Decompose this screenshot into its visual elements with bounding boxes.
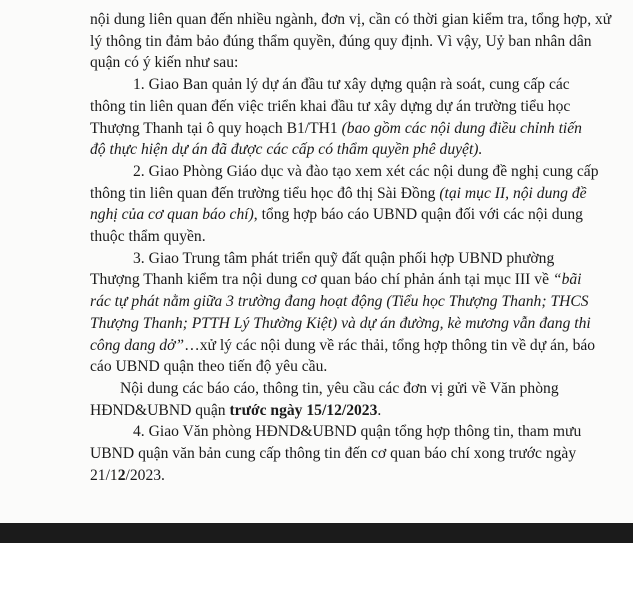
text-segment: nội dung liên quan đến nhiều ngành, đơn vị, cần có thời gian kiểm tra, tổng hợp, xử — [90, 11, 612, 28]
text-segment: thông tin liên quan đến trường tiểu học đô thị Sài Đồng — [90, 184, 440, 202]
text-segment: Nội dung các báo cáo, thông tin, yêu cầu các đơn vị gửi về Văn phòng — [120, 379, 559, 397]
text-segment: công dang dở” — [90, 336, 185, 354]
text-segment: độ thực hiện dự án đã được các cấp có thẩm quyền phê duyệt). — [90, 141, 483, 159]
text-segment: 1. Giao Ban quản lý dự án đầu tư xây dựng quận rà soát, cung cấp các — [133, 76, 570, 94]
text-segment: Thượng Thanh tại ô quy hoạch B1/TH1 — [90, 119, 342, 137]
blank-area — [0, 543, 633, 600]
clipped-top-line — [90, 0, 633, 9]
text-segment: …xử lý các nội dung về rác thải, tổng hợp thông tin về dự án, báo — [184, 336, 596, 354]
text-segment: Thượng Thanh kiểm tra nội dung cơ quan báo chí phản ánh tại mục III về — [90, 271, 553, 289]
text-segment: “bãi — [552, 271, 582, 289]
text-segment: Thượng Thanh; PTTH Lý Thường Kiệt) và dự án đường, kè mương vẫn đang thi — [90, 314, 591, 332]
text-segment: 2 — [117, 466, 126, 484]
text-line — [90, 313, 633, 334]
text-segment: cáo UBND quận theo tiến độ yêu cầu. — [90, 358, 328, 376]
text-segment: (tại mục II, nội dung đề — [439, 184, 587, 202]
text-line — [90, 269, 633, 290]
text-segment: UBND quận văn bản cung cấp thông tin đến cơ quan báo chí xong trước ngày — [90, 445, 577, 462]
text-line — [90, 52, 633, 73]
text-line — [90, 31, 633, 52]
text-segment: thuộc thẩm quyền. — [90, 228, 206, 245]
text-line — [90, 96, 633, 117]
viewer-bottom-bar — [0, 523, 633, 543]
text-line — [120, 378, 633, 399]
text-segment: 3. Giao Trung tâm phát triển quỹ đất quận phối hợp UBND phường — [133, 249, 555, 267]
text-segment: /2023. — [125, 466, 165, 484]
text-line — [90, 183, 633, 204]
text-segment: 4. Giao Văn phòng HĐND&UBND quận tổng hợp thông tin, tham mưu — [133, 423, 582, 441]
text-line — [90, 9, 633, 30]
text-segment: thông tin liên quan đến việc triển khai đầu tư xây dựng dự án trường tiểu học — [90, 97, 571, 115]
text-line — [90, 291, 633, 312]
text-segment: trước ngày 15/12/2023 — [229, 401, 378, 419]
text-line — [90, 226, 633, 247]
text-line — [133, 248, 633, 269]
text-line — [90, 400, 633, 421]
text-segment: , tổng hợp báo cáo UBND quận đối với các nội dung — [253, 206, 583, 224]
text-line — [133, 161, 633, 182]
text-line — [133, 421, 633, 442]
text-line — [133, 74, 633, 95]
text-segment: lý thông tin đảm bảo đúng thẩm quyền, đúng quy định. Vì vậy, Uỷ ban nhân dân — [90, 32, 592, 50]
text-line — [90, 139, 633, 160]
text-line — [90, 204, 633, 225]
text-segment: . — [377, 401, 382, 419]
text-segment: nghị của cơ quan báo chí) — [90, 206, 254, 224]
text-segment: (bao gồm các nội dung điều chỉnh tiến — [341, 119, 582, 137]
text-segment: HĐND&UBND quận — [90, 401, 230, 419]
text-line — [90, 356, 633, 377]
text-segment: 21/1 — [90, 466, 118, 484]
text-segment: quận có ý kiến như sau: — [90, 54, 239, 72]
text-line — [90, 118, 633, 139]
text-segment: rác tự phát nằm giữa 3 trường đang hoạt động (Tiểu học Thượng Thanh; THCS — [90, 293, 589, 311]
text-line — [90, 335, 633, 356]
text-line — [90, 443, 633, 464]
text-segment: 2. Giao Phòng Giáo dục và đào tạo xem xét các nội dung đề nghị cung cấp — [133, 162, 599, 180]
text-line — [90, 465, 633, 486]
